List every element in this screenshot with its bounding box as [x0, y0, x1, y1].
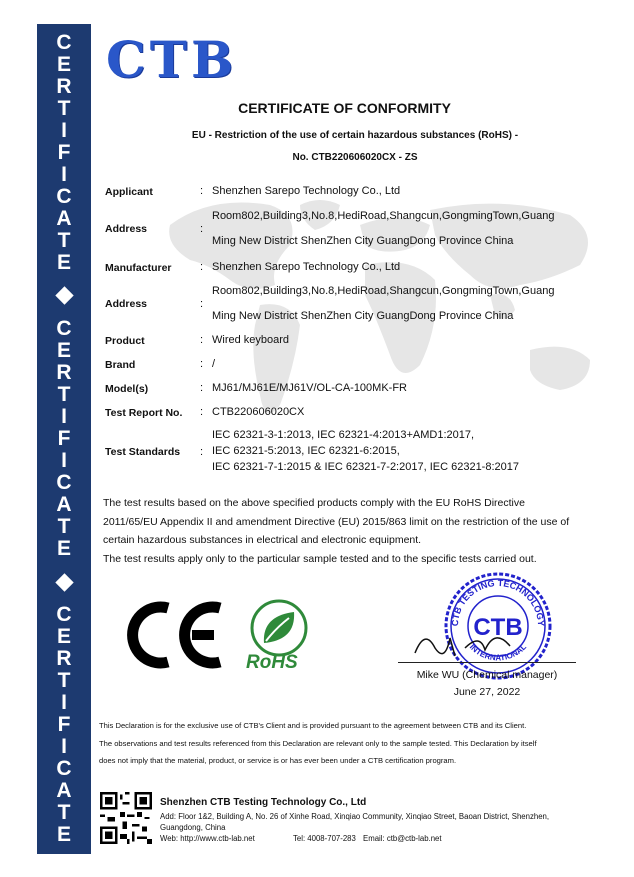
standards-line-2: IEC 62321-5:2013, IEC 62321-6:2015, [212, 445, 400, 457]
certificate-title: CERTIFICATE OF CONFORMITY [238, 100, 451, 116]
sidebar-letter: E [56, 52, 71, 76]
sidebar-letter: E [56, 625, 71, 649]
colon: : [200, 406, 204, 418]
sidebar-letter: I [61, 735, 67, 759]
diamond-icon [55, 573, 73, 591]
diamond-icon [55, 287, 73, 305]
sidebar-letter: I [61, 162, 67, 186]
sidebar-letter: T [57, 228, 71, 252]
sidebar-letter: E [56, 338, 71, 362]
product-value: Wired keyboard [212, 334, 290, 346]
manufacturer-address-label: Address [105, 298, 148, 310]
colon: : [200, 382, 204, 394]
colon: : [200, 261, 204, 273]
footer-tel: Tel: 4008-707-283 [293, 834, 356, 843]
colon: : [200, 223, 204, 235]
sidebar-letter: E [56, 536, 71, 560]
sidebar-letter: F [57, 713, 71, 737]
seal-center-text: CTB [473, 614, 523, 641]
signature-line [398, 662, 576, 663]
manufacturer-label: Manufacturer [105, 262, 172, 274]
sidebar-letter: I [61, 691, 67, 715]
seal-ring-text-bottom: INTERNATIONAL [467, 642, 529, 663]
certificate-number: No. CTB220606020CX - ZS [292, 152, 418, 163]
sidebar-letter: R [56, 360, 72, 384]
sidebar-letter: F [57, 140, 71, 164]
sidebar-letter: I [61, 448, 67, 472]
sidebar-letter: I [61, 118, 67, 142]
sidebar-letter: E [56, 823, 71, 847]
applicant-label: Applicant [105, 186, 153, 198]
sidebar-word-3 [56, 604, 71, 846]
footer-web: Web: http://www.ctb-lab.net [160, 834, 255, 843]
manufacturer-value: Shenzhen Sarepo Technology Co., Ltd [212, 261, 401, 273]
sidebar-letter: C [56, 316, 72, 340]
sidebar-letter: C [56, 603, 72, 627]
statement-line-4: The test results apply only to the particular sample tested and to the specific tests carried out. [103, 553, 537, 565]
sidebar-word-1 [56, 32, 71, 274]
standards-line-1: IEC 62321-3-1:2013, IEC 62321-4:2013+AMD1:2017, [212, 429, 475, 441]
sidebar-letter: T [57, 96, 71, 120]
sidebar-letter: E [56, 250, 71, 274]
sidebar-letter: A [56, 206, 72, 230]
brand-value: / [212, 358, 216, 370]
ce-mark-icon [120, 600, 226, 670]
models-value: MJ61/MJ61E/MJ61V/OL-CA-100MK-FR [212, 382, 407, 394]
brand-label: Brand [105, 359, 136, 371]
ctb-logo: CTB [106, 30, 238, 89]
sidebar-letter: T [57, 382, 71, 406]
address-label: Address [105, 223, 148, 235]
test-report-value: CTB220606020CX [212, 406, 305, 418]
footer-email: Email: ctb@ctb-lab.net [363, 834, 442, 843]
statement-line-2: 2011/65/EU Appendix II and amendment Directive (EU) 2015/863 limit on the restriction of the use of [103, 516, 570, 528]
signature-icon [410, 618, 530, 663]
colon: : [200, 334, 204, 346]
signature-date: June 27, 2022 [453, 686, 521, 698]
sidebar-word-2 [56, 318, 71, 560]
product-label: Product [105, 335, 145, 347]
disclaimer-line-1: This Declaration is for the exclusive use of CTB's Client and is provided pursuant to the agreement between CTB and its Client. [99, 721, 527, 730]
statement-line-1: The test results based on the above specified products comply with the EU RoHS Directive [103, 497, 525, 509]
test-report-label: Test Report No. [105, 407, 183, 419]
colon: : [200, 298, 204, 310]
colon: : [200, 185, 204, 197]
sidebar-letter: T [57, 801, 71, 825]
address-line-1: Room802,Building3,No.8,HediRoad,Shangcun,GongmingTown,Guang [212, 210, 555, 222]
footer-address-2: Guangdong, China [160, 823, 226, 832]
colon: : [200, 446, 204, 458]
disclaimer-line-2: The observations and test results referenced from this Declaration are relevant only to the sample tested. This Declaration by itself [99, 739, 537, 748]
sidebar-letter: C [56, 30, 72, 54]
sidebar-letter: R [56, 647, 72, 671]
sidebar-letter: A [56, 492, 72, 516]
models-label: Model(s) [105, 383, 149, 395]
test-standards-label: Test Standards [105, 446, 181, 458]
world-map-watermark [150, 185, 620, 465]
sidebar-letter: T [57, 669, 71, 693]
rohs-text: RoHS [246, 652, 298, 673]
certificate-sidebar [37, 24, 91, 854]
footer-address-1: Add: Floor 1&2, Building A, No. 26 of Xinhe Road, Xinqiao Community, Xinqiao Street, Baoan District, Shenzhen, [160, 812, 550, 821]
standards-line-3: IEC 62321-7-1:2015 & IEC 62321-7-2:2017, IEC 62321-8:2017 [212, 461, 519, 473]
sidebar-letter: C [56, 470, 72, 494]
signatory-name: Mike WU (Chemical manager) [416, 669, 558, 681]
disclaimer-line-3: does not imply that the material, product, or service is or has ever been under a CTB certification program. [99, 756, 457, 765]
sidebar-letter: A [56, 779, 72, 803]
manufacturer-address-line-2: Ming New District ShenZhen City GuangDong Province China [212, 310, 514, 322]
footer-company: Shenzhen CTB Testing Technology Co., Ltd [160, 797, 367, 808]
seal-ring-text: CTB TESTING TECHNOLOGY [449, 577, 547, 627]
statement-line-3: certain hazardous substances in electrical and electronic equipment. [103, 534, 422, 546]
colon: : [200, 358, 204, 370]
sidebar-letter: C [56, 757, 72, 781]
address-line-2: Ming New District ShenZhen City GuangDong Province China [212, 235, 514, 247]
sidebar-letter: F [57, 426, 71, 450]
qr-code-icon [100, 792, 152, 844]
sidebar-letter: T [57, 514, 71, 538]
applicant-value: Shenzhen Sarepo Technology Co., Ltd [212, 185, 401, 197]
sidebar-letter: C [56, 184, 72, 208]
sidebar-letter: I [61, 404, 67, 428]
certificate-subtitle: EU - Restriction of the use of certain hazardous substances (RoHS) - [191, 130, 519, 141]
sidebar-letter: R [56, 74, 72, 98]
manufacturer-address-line-1: Room802,Building3,No.8,HediRoad,Shangcun,GongmingTown,Guang [212, 285, 555, 297]
